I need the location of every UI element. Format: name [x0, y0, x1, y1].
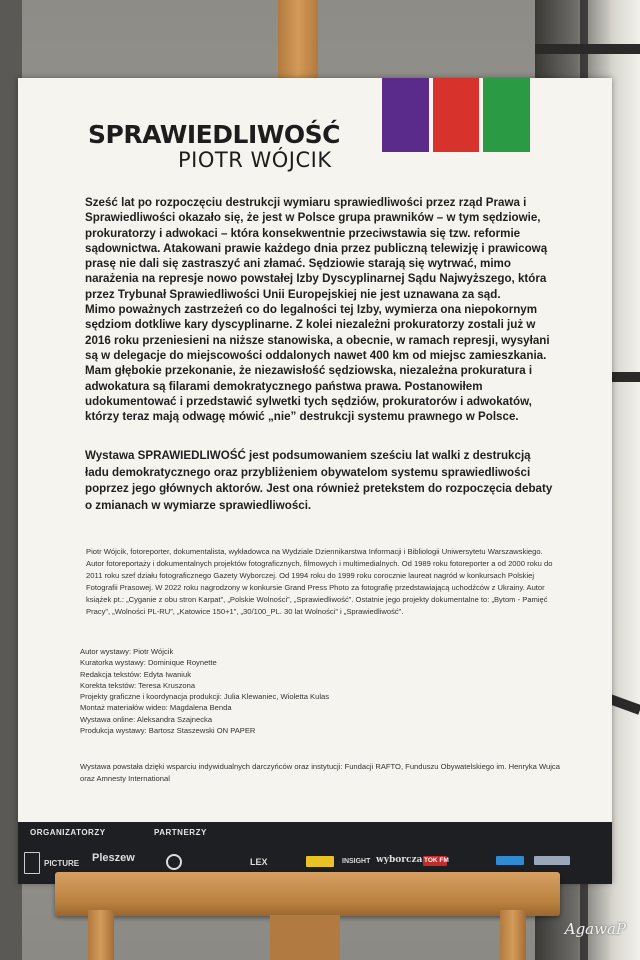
easel-center-block	[270, 915, 340, 960]
easel-mast	[278, 0, 318, 90]
organizer-logo-pleszew: Pleszew	[92, 852, 135, 864]
partner-logo-grey	[534, 856, 570, 865]
partner-logo-tokfm: TOK FM	[424, 857, 449, 864]
poster-subtitle: PIOTR WÓJCIK	[178, 148, 332, 172]
credit-line: Montaż materiałów wideo: Magdalena Benda	[80, 703, 232, 713]
credit-line: Redakcja tekstów: Edyta Iwaniuk	[80, 669, 192, 679]
credits-list	[80, 646, 329, 736]
credit-line: Wystawa online: Aleksandra Szajnecka	[80, 714, 213, 724]
red-stripe	[433, 78, 480, 152]
partner-logo-circle	[166, 854, 182, 870]
green-stripe	[483, 78, 530, 152]
easel-leg-left	[88, 910, 114, 960]
organizers-label: ORGANIZATORZY	[30, 828, 106, 837]
easel-crossbar	[55, 872, 560, 916]
partner-logo-lex: LEX	[250, 857, 268, 867]
poster-title: SPRAWIEDLIWOŚĆ	[88, 120, 340, 149]
credit-line: Projekty graficzne i koordynacja produkcji: Julia Klewaniec, Wioletta Kulas	[80, 692, 330, 702]
partner-logo-yellow	[306, 856, 334, 867]
credit-line: Produkcja wystawy: Bartosz Staszewski ON PAPER	[80, 726, 256, 736]
partners-label: PARTNERZY	[154, 828, 207, 837]
support-note: Wystawa powstała dzięki wsparciu indywidualnych darczyńców oraz instytucji: Fundacji RAFTO, Funduszu Obywatelskiego im. Henryka Wujca oraz Amnesty International	[80, 762, 560, 783]
exhibition-poster	[18, 78, 612, 883]
summary-paragraph: Wystawa SPRAWIEDLIWOŚĆ jest podsumowaniem sześciu lat walki z destrukcją ładu demokratycznego oraz przybliżeniem obywatelom systemu sprawiedliwości poprzez jego głównych aktorów. Jest ona również pretekstem do rozpoczęcia debaty o zmianach w wymiarze sprawiedliwości.	[85, 449, 553, 512]
watermark-signature: AgawaP	[564, 920, 626, 938]
purple-stripe	[382, 78, 429, 152]
window-frame-top	[535, 44, 640, 54]
partner-logo-insight: INSIGHT	[342, 858, 371, 865]
credit-line: Autor wystawy: Piotr Wójcik	[80, 647, 174, 656]
flag-stripes	[382, 78, 530, 152]
main-paragraph: Mimo poważnych zastrzeżeń co do legalności tej Izby, wymierza ona niepokornym sędziom dotkliwe kary dyscyplinarne. Z kolei niezależni prokuratorzy zostali już w 2016 roku przeniesieni na niższe stanowiska, a obecnie, w ramach represji, wysyłani są w delegacje do miejscowości oddalonych nawet 400 km od miejsc zamieszkania.	[85, 303, 550, 362]
main-paragraph: Mam głębokie przekonanie, że niezawisłość sędziowska, niezależna prokuratura i adwokatura są filarami demokratycznego państwa prawa. Postanowiłem udokumentować i przedstawić sylwetki tych sędziów, prokuratorów i adwokatów, którzy teraz mają odwagę mówić „nie” destrukcji systemu prawnego w Polsce.	[85, 364, 533, 424]
partner-logo-wyborcza: wyborcza	[376, 855, 423, 865]
easel-leg-right	[500, 910, 526, 960]
partner-logo-blue	[496, 856, 524, 865]
main-paragraph: Sześć lat po rozpoczęciu destrukcji wymiaru sprawiedliwości przez rząd Prawa i Sprawiedliwości okazało się, że jest w Polsce grupa prawników – w tym sędziowie, prokuratorzy i adwokaci – która konsekwentnie przeciwstawia się tzw. reformie sądownictwa. Atakowani prawie każdego dnia przez publiczną telewizję i prawicową prasę nie dali się zastraszyć ani złamać. Sędziowie starają się wytrwać, mimo narażenia na represje nowo powstałej Izby Dyscyplinarnej Sądu Najwyższego, która przez Trybunał Sprawiedliwości Unii Europejskiej nie jest uznawana za sąd.	[85, 196, 548, 301]
author-bio: Piotr Wójcik, fotoreporter, dokumentalista, wykładowca na Wydziale Dziennikarstwa Informacji i Bibliologii Uniwersytetu Warszawskiego. Autor fotoreportaży i dokumentalnych projektów fotograficznych, filmowych i multimedialnych. Od 1989 roku fotoreporter a od 2000 roku do 2011 roku szef działu fotograficznego Gazety Wyborczej. Od 1994 roku do 1999 roku corocznie laureat nagród w konkursach Polskiej Fotografii Prasowej. W 2022 roku nagrodzony w konkursie Grand Press Photo za fotografię przedstawiającą uchodźców z Ukrainy. Autor książek pt.: „Cyganie z obu stron Karpat”, „Polskie Wolności”, „Sprawiedliwość”. Ostatnie jego projekty dokumentalne to: „Bytom - Pamięć Pracy”, „Wolności PL-RU”, „Katowice 150+1”, „30/100_PL. 30 lat Wolności” i „Sprawiedliwość”.	[86, 547, 553, 616]
organizer-logo-mark	[24, 852, 40, 874]
organizer-logo-picture: PICTURE	[44, 859, 80, 868]
main-text	[85, 195, 555, 424]
credit-line: Kuratorka wystawy: Dominique Roynette	[80, 658, 217, 668]
credit-line: Korekta tekstów: Teresa Kruszona	[80, 680, 196, 690]
